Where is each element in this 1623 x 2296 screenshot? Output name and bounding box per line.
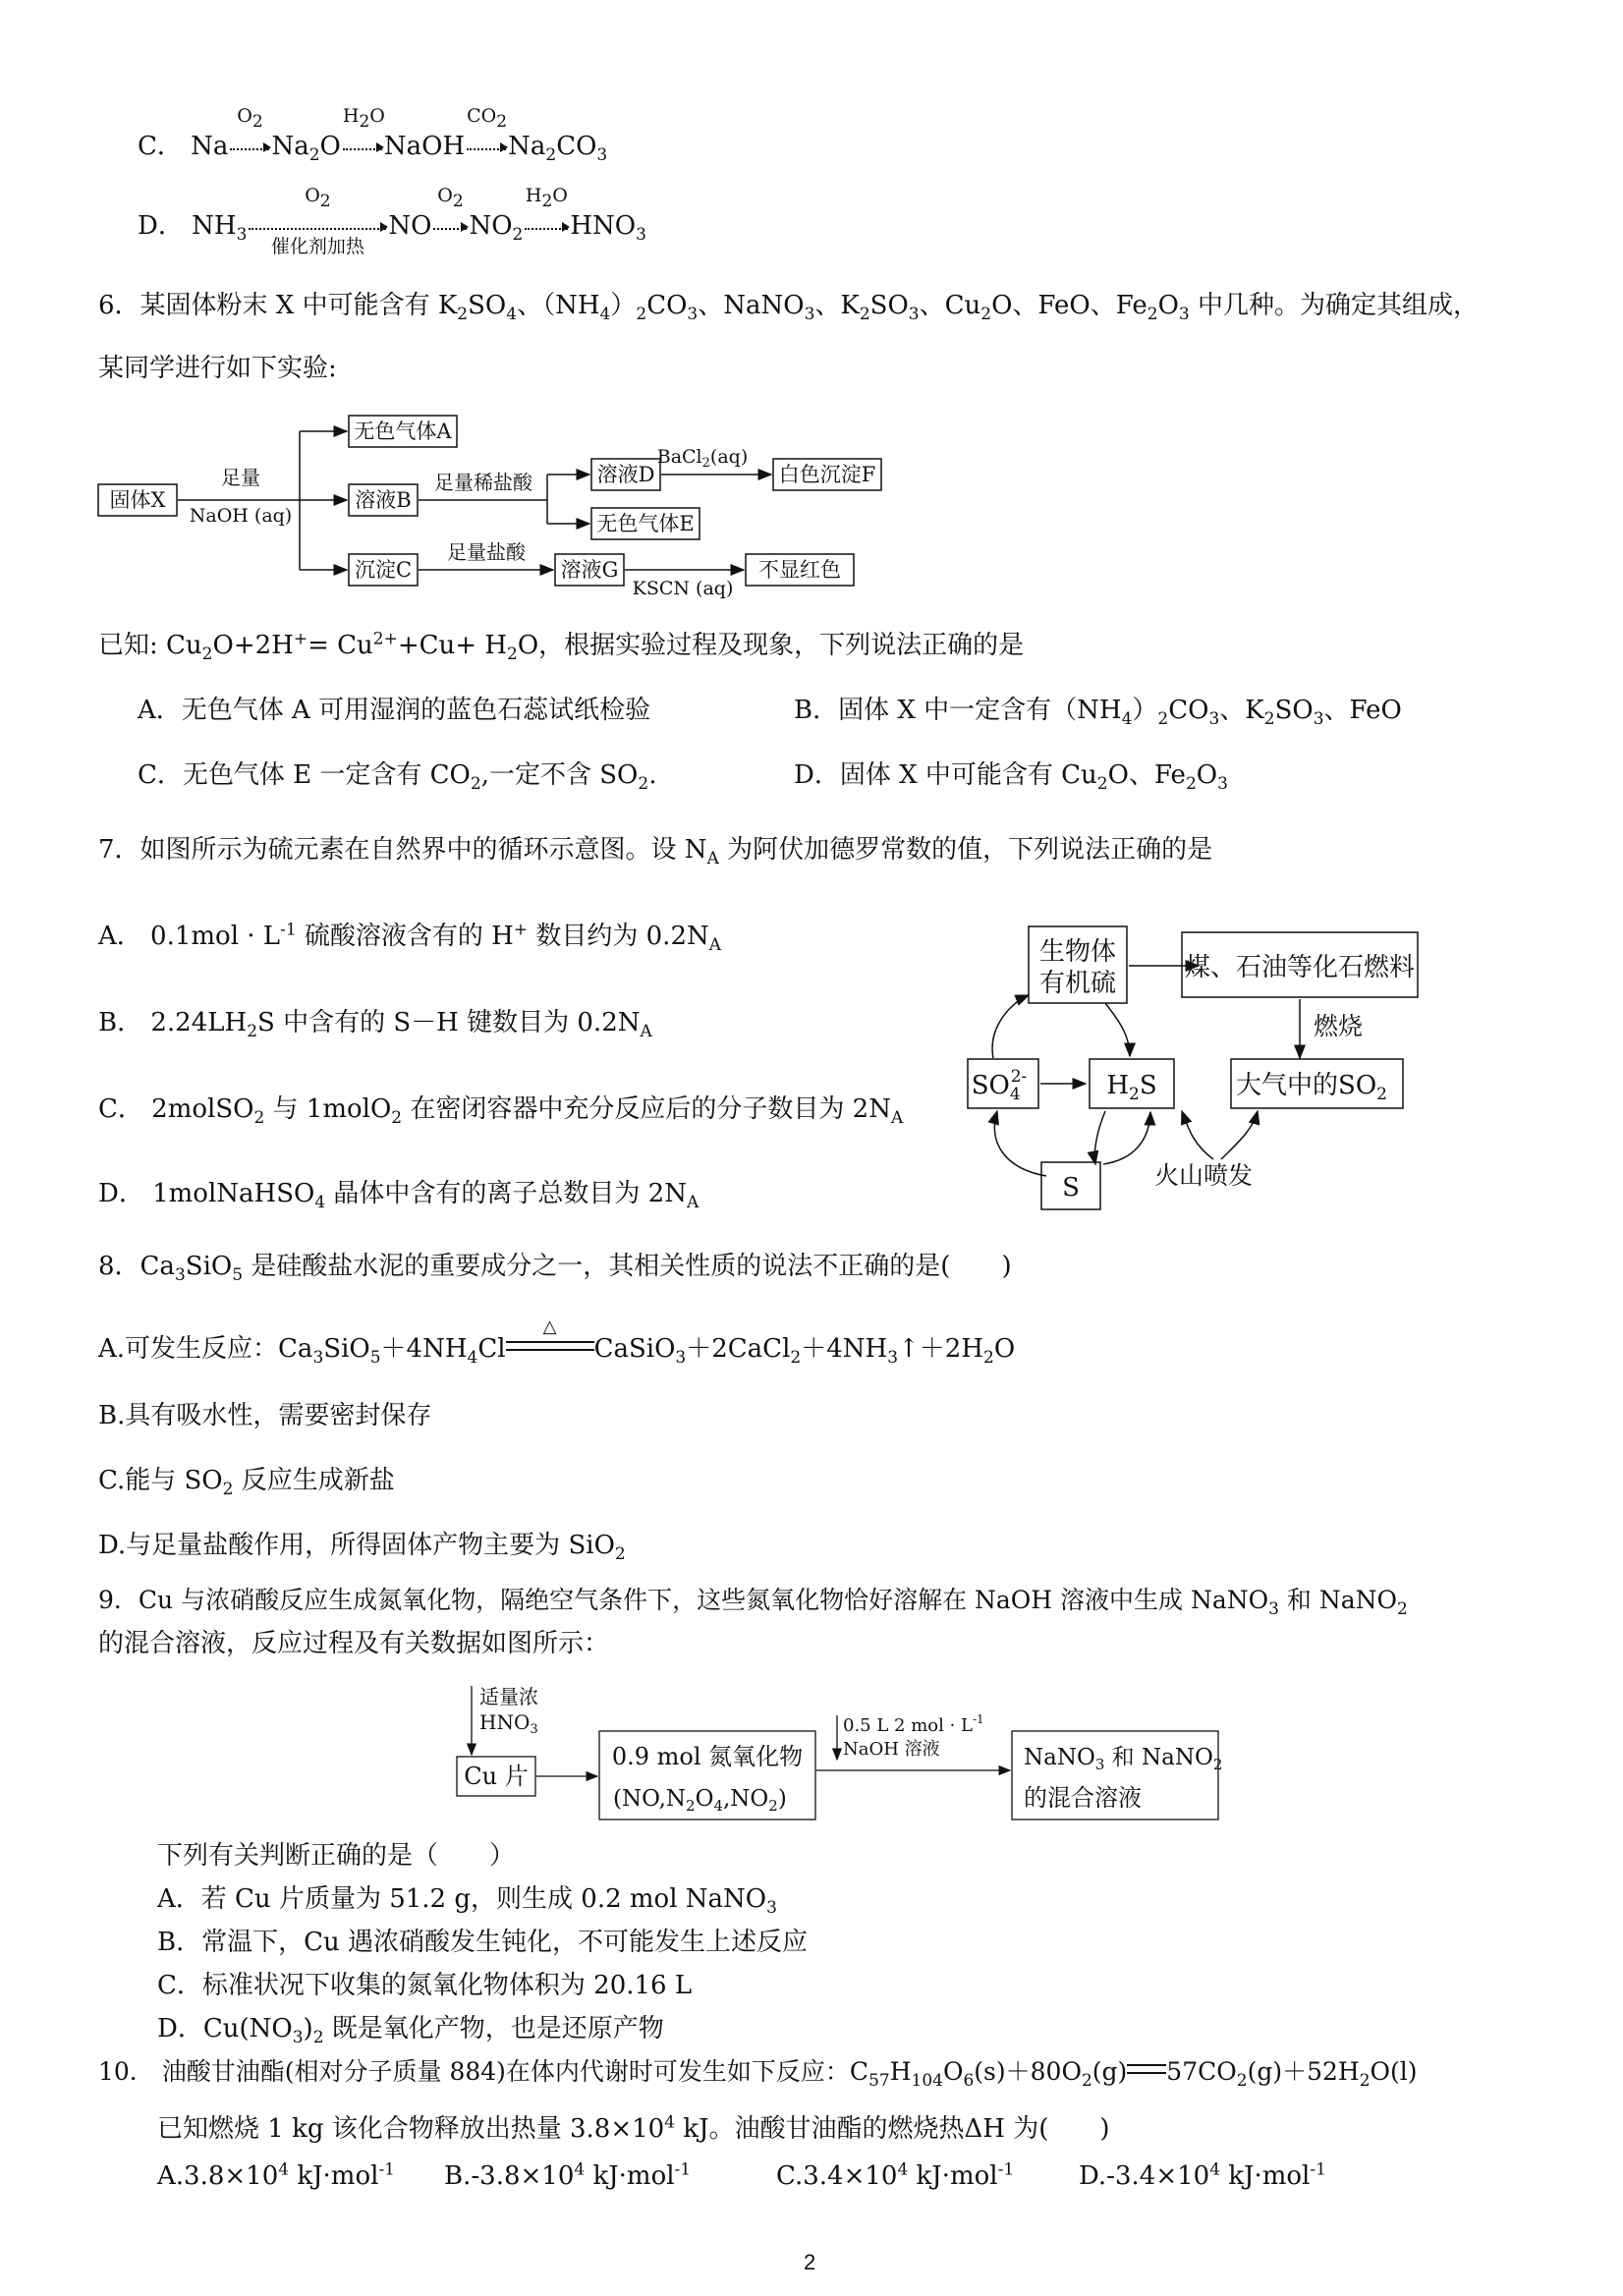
- q6-option-c: C．无色气体 E 一定含有 $CO_2$,一定不含 $SO_2$.: [138, 760, 657, 795]
- svg-text:NaOH (aq): NaOH (aq): [189, 505, 293, 527]
- q7-stem: 7．如图所示为硫元素在自然界中的循环示意图。设 $N_A$ 为阿伏加德罗常数的值，下列说法正确的是: [98, 835, 1213, 869]
- q9-option-d: D．$Cu(NO_3)_2$ 既是氧化产物，也是还原产物: [157, 2014, 664, 2048]
- q7-option-d: D． 1molNaHSO$_4$ 晶体中含有的离子总数目为 $2N_A$: [98, 1179, 700, 1213]
- svg-text:生物体: 生物体: [1038, 937, 1117, 967]
- label-gas-a: 无色气体A: [354, 420, 452, 443]
- svg-text:的混合溶液: 的混合溶液: [1024, 1784, 1142, 1812]
- svg-text:大气中的SO2: 大气中的$SO_2$: [1236, 1071, 1387, 1104]
- svg-text:H2S: $H_2S$: [1106, 1071, 1157, 1104]
- svg-text:足量稀盐酸: 足量稀盐酸: [434, 471, 532, 494]
- q6-option-a: A．无色气体 A 可用湿润的蓝色石蕊试纸检验: [138, 696, 651, 725]
- q7-option-a: A． $0.1mol \cdot L^{-1}$ 硫酸溶液含有的 H+ 数目约为 $0.2N_A$: [98, 920, 722, 956]
- svg-text:火山喷发: 火山喷发: [1154, 1161, 1254, 1190]
- q10-option-a: $A.3.8\times 10^4$ kJ·mol$^{-1}$: [157, 2159, 395, 2191]
- label-sol-b: 溶液B: [355, 488, 412, 512]
- q10-option-c: $C.3.4\times 10^4$ kJ·mol$^{-1}$: [776, 2159, 1015, 2191]
- page-number: 2: [804, 2250, 816, 2274]
- svg-text:SO42-: $SO_42-$: [971, 1067, 1028, 1104]
- label-solid-x: 固体X: [109, 488, 166, 512]
- q9-flowchart: [452, 1676, 1238, 1825]
- q8-stem: 8．$Ca_3SiO_5$ 是硅酸盐水泥的重要成分之一，其相关性质的说法不正确的是( ): [98, 1252, 1012, 1286]
- q8-option-c: C.能与 $SO_2$ 反应生成新盐: [98, 1466, 395, 1500]
- svg-text:HNO3: $HNO_3$: [479, 1710, 538, 1737]
- q9-option-c: C．标准状况下收集的氮氧化物体积为 20.16 L: [157, 1971, 693, 2000]
- svg-text:足量: 足量: [221, 466, 260, 489]
- q9-ask: 下列有关判断正确的是（ ）: [157, 1841, 516, 1871]
- svg-text:KSCN (aq): KSCN (aq): [632, 578, 734, 599]
- q5-option-c: C． Na $O_2$ $Na_2O$ $H_2O$ NaOH $CO_2$ $Na_2CO_3$: [138, 105, 608, 166]
- q7-option-b: B． $2.24LH_2S$ 中含有的 S－H 键数目为 $0.2N_A$: [98, 1008, 652, 1042]
- q10-stem-line2: 已知燃烧 1 kg 该化合物释放出热量 $3.8\times 10^4$ kJ。油酸甘油酯的燃烧热ΔH 为( ): [157, 2112, 1110, 2144]
- label-result: 不显红色: [758, 558, 841, 582]
- svg-text:NaOH 溶液: NaOH 溶液: [843, 1739, 940, 1760]
- svg-text:足量盐酸: 足量盐酸: [447, 540, 526, 564]
- q6-option-b: B．固体 X 中一定含有$(NH_4)_2CO_3$、$K_2SO_3$、FeO: [794, 696, 1402, 730]
- q7-sulfur-cycle-diagram: [958, 919, 1425, 1218]
- svg-text:0.9 mol 氮氧化物: 0.9 mol 氮氧化物: [611, 1743, 804, 1770]
- svg-text:(NO,N2O4,NO2): $(NO,N_2O_4,NO_2)$: [613, 1786, 787, 1815]
- q9-option-a: A．若 Cu 片质量为 51.2 g，则生成 0.2 mol NaNO$_3$: [157, 1884, 777, 1919]
- q9-stem-line2: 的混合溶液，反应过程及有关数据如图所示：: [98, 1629, 610, 1658]
- q5-option-d: D． $NH_3$ $O_2$ 催化剂加热 NO $O_2$ $NO_2$ $H_2O$ $HNO_3$: [138, 185, 646, 257]
- label-sol-d: 溶液D: [596, 463, 655, 486]
- label-gas-e: 无色气体E: [596, 512, 695, 535]
- label-prec-f: 白色沉淀F: [778, 463, 876, 486]
- q6-option-d: D．固体 X 中可能含有 $Cu_2O$、$Fe_2O_3$: [794, 760, 1228, 795]
- q6-known: 已知: $Cu_2O+2H^+= Cu^{2+}+Cu+ H_2O$，根据实验过程及现象，下列说法正确的是: [98, 629, 1025, 665]
- svg-text:适量浓: 适量浓: [479, 1685, 538, 1708]
- svg-text:煤、石油等化石燃料: 煤、石油等化石燃料: [1184, 953, 1416, 982]
- label-sol-g: 溶液G: [560, 558, 619, 582]
- svg-text:BaCl2(aq): BaCl$_2$(aq): [656, 446, 749, 471]
- q9-stem-line1: 9．Cu 与浓硝酸反应生成氮氧化物，隔绝空气条件下，这些氮氧化物恰好溶解在 NaOH 溶液中生成 NaNO$_3$ 和 NaNO$_2$: [98, 1586, 1408, 1619]
- svg-text:NaNO3 和 NaNO2: NaNO$_3$ 和 NaNO$_2$: [1024, 1745, 1223, 1773]
- svg-text:燃烧: 燃烧: [1314, 1012, 1364, 1040]
- label-prec-c: 沉淀C: [354, 558, 413, 582]
- svg-text:有机硫: 有机硫: [1038, 969, 1117, 998]
- svg-text:Cu 片: Cu 片: [464, 1763, 529, 1790]
- q10-option-d: $D.-3.4\times 10^4$ kJ·mol$^{-1}$: [1079, 2159, 1326, 2191]
- svg-text:0.5 L 2 mol · L-1: 0.5 L 2 mol · $L^{-1}$: [843, 1712, 984, 1736]
- svg-text:S: S: [1062, 1173, 1080, 1203]
- q8-option-a: A.可发生反应：$Ca_3SiO_5+4NH_4Cl$ △ $CaSiO_3+2CaCl_2+4NH_3↑+2H_2O$: [98, 1316, 1016, 1369]
- q6-stem-line1: 6．某固体粉末 X 中可能含有 $K_2SO_4$、$(NH_4)_2CO_3$、NaNO$_3$、$K_2SO_3$、$Cu_2O$、FeO、$Fe_2O_3$ 中几种。为确定其组成，: [98, 291, 1479, 325]
- q10-stem-line1: 10． 油酸甘油酯(相对分子质量 884)在体内代谢时可发生如下反应：$C_{57}H_{104}O_6(s)+80O_2(g)$ $57CO_2(g)+52H_2O(l)$: [98, 2057, 1418, 2091]
- q8-option-b: B.具有吸水性，需要密封保存: [98, 1401, 432, 1430]
- q8-option-d: D.与足量盐酸作用，所得固体产物主要为 SiO$_2$: [98, 1531, 626, 1565]
- q6-stem-line2: 某同学进行如下实验:: [98, 354, 337, 383]
- q6-flowchart: [93, 408, 899, 604]
- q9-option-b: B．常温下，Cu 遇浓硝酸发生钝化，不可能发生上述反应: [157, 1928, 809, 1957]
- q7-option-c: C． 2molSO$_2$ 与 1molO$_2$ 在密闭容器中充分反应后的分子数目为 $2N_A$: [98, 1094, 904, 1129]
- q10-option-b: $B.-3.8\times 10^4$ kJ·mol$^{-1}$: [444, 2159, 692, 2191]
